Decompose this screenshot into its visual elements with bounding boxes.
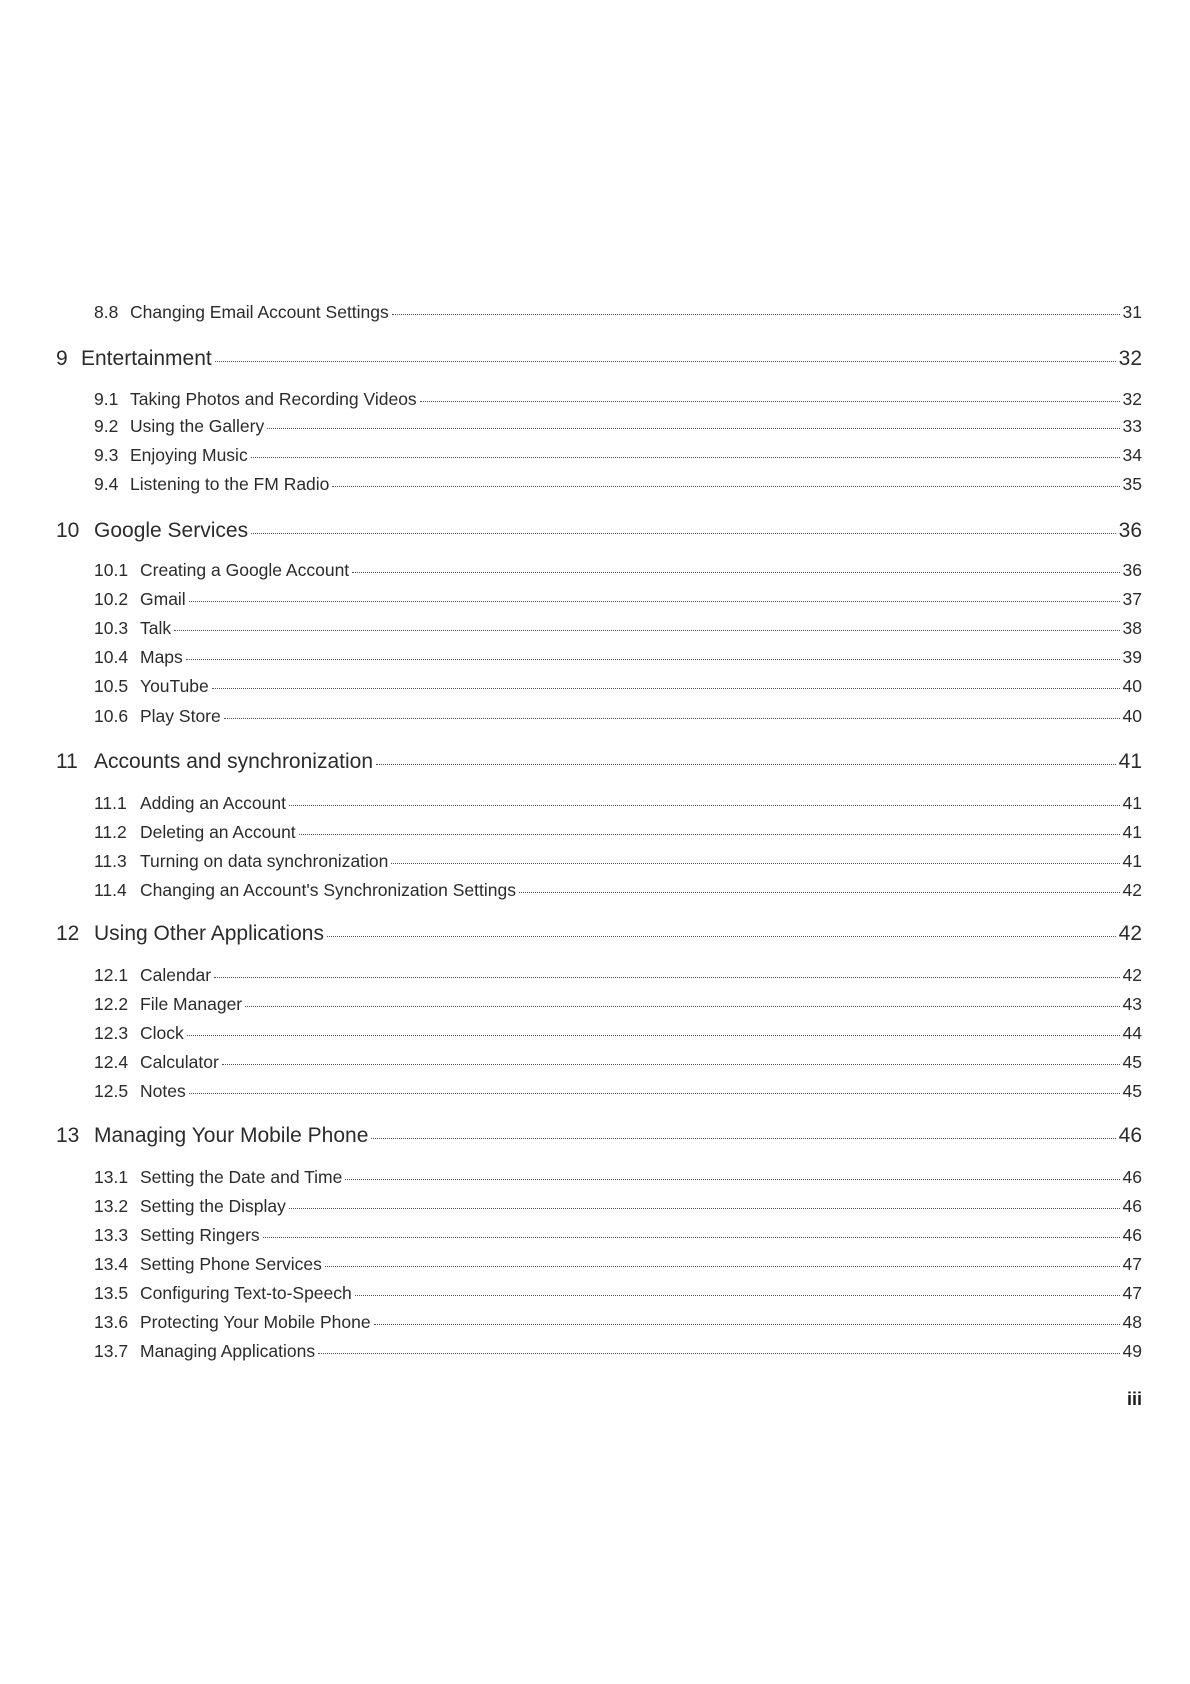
toc-entry-page: 48 [1122, 1312, 1142, 1332]
toc-entry-number: 9.4 [94, 474, 119, 494]
toc-chapter-entry[interactable] [56, 347, 1142, 375]
toc-entry-title: Turning on data synchronization [140, 851, 389, 871]
toc-section-entry[interactable] [94, 706, 1142, 730]
toc-entry-title: Changing Email Account Settings [130, 302, 389, 322]
toc-dot-leader [251, 533, 1116, 534]
toc-dot-leader [355, 1295, 1120, 1296]
toc-dot-leader [327, 936, 1116, 937]
toc-dot-leader [174, 630, 1119, 631]
toc-entry-title: Gmail [140, 589, 186, 609]
toc-entry-number: 9 [56, 347, 68, 370]
toc-entry-number: 9.3 [94, 445, 119, 465]
toc-entry-page: 46 [1118, 1124, 1142, 1147]
toc-chapter-entry[interactable] [56, 922, 1142, 950]
toc-entry-page: 44 [1122, 1023, 1142, 1043]
toc-entry-title: Setting the Date and Time [140, 1167, 343, 1187]
toc-section-entry[interactable] [94, 416, 1142, 440]
toc-dot-leader [345, 1179, 1119, 1180]
toc-dot-leader [212, 688, 1120, 689]
toc-dot-leader [267, 428, 1119, 429]
toc-dot-leader [325, 1266, 1120, 1267]
toc-dot-leader [222, 1064, 1120, 1065]
toc-entry-title: Managing Your Mobile Phone [94, 1124, 369, 1147]
toc-dot-leader [214, 977, 1120, 978]
toc-section-entry[interactable] [94, 389, 1142, 413]
toc-entry-number: 13.7 [94, 1341, 129, 1361]
toc-entry-title: Maps [140, 647, 183, 667]
toc-entry-title: Setting the Display [140, 1196, 286, 1216]
toc-dot-leader [332, 486, 1119, 487]
toc-entry-number: 11 [56, 750, 78, 773]
toc-entry-title: Setting Ringers [140, 1225, 260, 1245]
toc-section-entry[interactable] [94, 965, 1142, 989]
toc-entry-page: 35 [1122, 474, 1142, 494]
toc-entry-page: 39 [1122, 647, 1142, 667]
toc-entry-number: 12.4 [94, 1052, 129, 1072]
toc-dot-leader [420, 401, 1120, 402]
toc-entry-title: Enjoying Music [130, 445, 248, 465]
toc-entry-number: 9.2 [94, 416, 119, 436]
toc-entry-title: File Manager [140, 994, 243, 1014]
toc-entry-page: 42 [1122, 880, 1142, 900]
toc-entry-number: 10.2 [94, 589, 129, 609]
toc-chapter-entry[interactable] [56, 519, 1142, 547]
toc-entry-page: 40 [1122, 706, 1142, 726]
toc-section-entry[interactable] [94, 647, 1142, 671]
toc-section-entry[interactable] [94, 676, 1142, 700]
toc-entry-title: Entertainment [81, 347, 212, 370]
toc-entry-number: 10.6 [94, 706, 129, 726]
toc-dot-leader [187, 1035, 1120, 1036]
toc-section-entry[interactable] [94, 1052, 1142, 1076]
page-number: iii [1126, 1389, 1142, 1409]
toc-entry-title: Using Other Applications [94, 922, 324, 945]
toc-entry-title: Configuring Text-to-Speech [140, 1283, 352, 1303]
toc-entry-page: 46 [1122, 1196, 1142, 1216]
toc-entry-title: Play Store [140, 706, 221, 726]
toc-entry-page: 41 [1122, 822, 1142, 842]
toc-entry-page: 42 [1122, 965, 1142, 985]
toc-entry-title: Clock [140, 1023, 184, 1043]
toc-section-entry[interactable] [94, 1196, 1142, 1220]
toc-section-entry[interactable] [94, 1312, 1142, 1336]
toc-entry-number: 10.1 [94, 560, 129, 580]
toc-entry-title: Using the Gallery [130, 416, 265, 436]
toc-dot-leader [289, 1208, 1120, 1209]
toc-section-entry[interactable] [94, 822, 1142, 846]
toc-entry-page: 34 [1122, 445, 1142, 465]
toc-entry-number: 12.1 [94, 965, 129, 985]
toc-entry-page: 32 [1122, 389, 1142, 409]
toc-entry-number: 11.3 [94, 851, 127, 871]
toc-entry-number: 13 [56, 1124, 80, 1147]
toc-dot-leader [376, 764, 1116, 765]
toc-dot-leader [519, 892, 1120, 893]
toc-entry-page: 49 [1122, 1341, 1142, 1361]
toc-chapter-entry[interactable] [56, 1124, 1142, 1152]
toc-entry-page: 46 [1122, 1225, 1142, 1245]
toc-entry-title: Changing an Account's Synchronization Settings [140, 880, 516, 900]
toc-entry-title: Calendar [140, 965, 212, 985]
toc-entry-page: 36 [1122, 560, 1142, 580]
toc-section-entry[interactable] [94, 302, 1142, 326]
toc-entry-number: 10.3 [94, 618, 129, 638]
toc-section-entry[interactable] [94, 880, 1142, 904]
toc-entry-page: 41 [1118, 750, 1142, 773]
toc-entry-title: Deleting an Account [140, 822, 296, 842]
toc-entry-title: Setting Phone Services [140, 1254, 322, 1274]
toc-dot-leader [318, 1353, 1119, 1354]
toc-entry-number: 10 [56, 519, 80, 542]
toc-entry-page: 40 [1122, 676, 1142, 696]
toc-entry-number: 11.4 [94, 880, 127, 900]
toc-entry-title: YouTube [140, 676, 209, 696]
toc-section-entry[interactable] [94, 589, 1142, 613]
toc-entry-page: 41 [1122, 851, 1142, 871]
toc-section-entry[interactable] [94, 1167, 1142, 1191]
toc-entry-title: Notes [140, 1081, 186, 1101]
toc-entry-number: 12 [56, 922, 80, 945]
toc-dot-leader [251, 457, 1120, 458]
toc-section-entry[interactable] [94, 618, 1142, 642]
toc-entry-title: Google Services [94, 519, 249, 542]
toc-entry-number: 12.5 [94, 1081, 129, 1101]
toc-dot-leader [189, 1093, 1120, 1094]
toc-section-entry[interactable] [94, 560, 1142, 584]
toc-dot-leader [371, 1138, 1115, 1139]
toc-entry-page: 31 [1122, 302, 1142, 322]
toc-entry-number: 11.1 [94, 793, 127, 813]
toc-entry-page: 38 [1122, 618, 1142, 638]
toc-entry-page: 46 [1122, 1167, 1142, 1187]
toc-entry-number: 11.2 [94, 822, 127, 842]
toc-dot-leader [299, 834, 1120, 835]
toc-entry-page: 45 [1122, 1081, 1142, 1101]
toc-dot-leader [189, 601, 1120, 602]
toc-entry-title: Protecting Your Mobile Phone [140, 1312, 371, 1332]
toc-entry-number: 12.2 [94, 994, 129, 1014]
toc-entry-page: 42 [1118, 922, 1142, 945]
toc-entry-page: 47 [1122, 1283, 1142, 1303]
toc-entry-title: Talk [140, 618, 172, 638]
toc-entry-number: 13.4 [94, 1254, 129, 1274]
toc-entry-number: 12.3 [94, 1023, 129, 1043]
toc-entry-page: 37 [1122, 589, 1142, 609]
toc-section-entry[interactable] [94, 1283, 1142, 1307]
toc-dot-leader [374, 1324, 1120, 1325]
toc-section-entry[interactable] [94, 1023, 1142, 1047]
toc-section-entry[interactable] [94, 445, 1142, 469]
toc-entry-page: 43 [1122, 994, 1142, 1014]
toc-dot-leader [263, 1237, 1120, 1238]
toc-section-entry[interactable] [94, 994, 1142, 1018]
toc-entry-page: 47 [1122, 1254, 1142, 1274]
toc-dot-leader [224, 718, 1120, 719]
toc-entry-number: 10.5 [94, 676, 129, 696]
toc-dot-leader [391, 863, 1119, 864]
toc-dot-leader [215, 361, 1116, 362]
toc-entry-number: 13.6 [94, 1312, 129, 1332]
toc-entry-title: Taking Photos and Recording Videos [130, 389, 417, 409]
toc-dot-leader [392, 314, 1120, 315]
toc-entry-title: Accounts and synchronization [94, 750, 373, 773]
toc-section-entry[interactable] [94, 474, 1142, 498]
toc-entry-page: 36 [1118, 519, 1142, 542]
toc-entry-title: Adding an Account [140, 793, 286, 813]
toc-entry-page: 45 [1122, 1052, 1142, 1072]
toc-entry-number: 8.8 [94, 302, 119, 322]
toc-entry-title: Creating a Google Account [140, 560, 350, 580]
toc-section-entry[interactable] [94, 851, 1142, 875]
toc-entry-number: 13.3 [94, 1225, 129, 1245]
toc-dot-leader [289, 805, 1120, 806]
toc-entry-title: Listening to the FM Radio [130, 474, 330, 494]
toc-dot-leader [186, 659, 1120, 660]
toc-section-entry[interactable] [94, 1341, 1142, 1365]
toc-dot-leader [245, 1006, 1119, 1007]
toc-entry-title: Calculator [140, 1052, 219, 1072]
toc-entry-number: 13.5 [94, 1283, 129, 1303]
toc-dot-leader [352, 572, 1119, 573]
toc-entry-title: Managing Applications [140, 1341, 316, 1361]
toc-section-entry[interactable] [94, 1225, 1142, 1249]
toc-entry-number: 9.1 [94, 389, 119, 409]
toc-entry-page: 41 [1122, 793, 1142, 813]
toc-entry-page: 33 [1122, 416, 1142, 436]
toc-entry-number: 13.1 [94, 1167, 129, 1187]
toc-section-entry[interactable] [94, 1254, 1142, 1278]
toc-section-entry[interactable] [94, 1081, 1142, 1105]
toc-entry-number: 13.2 [94, 1196, 129, 1216]
toc-entry-page: 32 [1118, 347, 1142, 370]
toc-section-entry[interactable] [94, 793, 1142, 817]
toc-chapter-entry[interactable] [56, 750, 1142, 778]
toc-entry-number: 10.4 [94, 647, 129, 667]
